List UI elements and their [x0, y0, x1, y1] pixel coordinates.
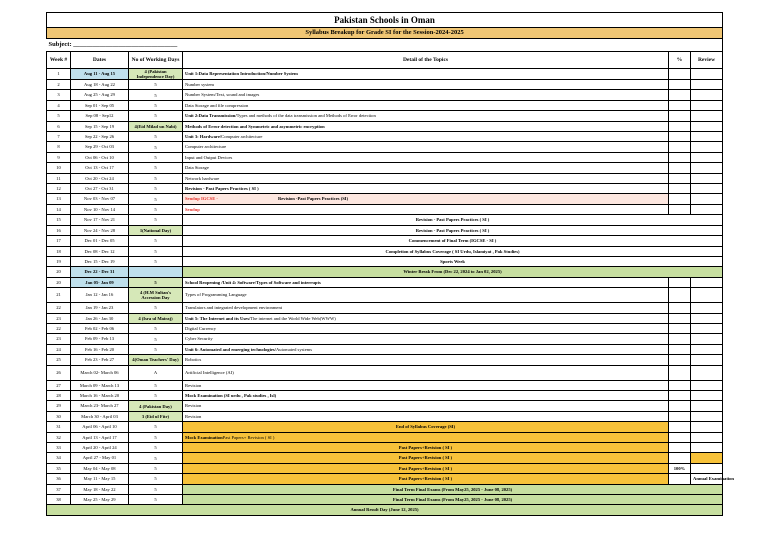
percent-cell [669, 194, 691, 204]
week-cell: 35 [47, 463, 71, 473]
col-dates: Dates [71, 52, 129, 69]
dates-cell: May 11 - May 15 [71, 474, 129, 484]
review-cell [691, 453, 723, 463]
working-days-cell: 5 [129, 380, 183, 390]
topic-cell: Data Storage and file compression [183, 100, 669, 110]
dates-cell: Jan 19 - Jan 23 [71, 303, 129, 313]
week-cell: 32 [47, 432, 71, 442]
percent-cell [669, 142, 691, 152]
working-days-cell: 5 [129, 303, 183, 313]
working-days-cell: 5 [129, 432, 183, 442]
table-row [47, 288, 723, 303]
topic-cell: Winter Break From (Dec 22, 2024 to Jan 02, 2025) [183, 267, 723, 277]
topic-heading: Unit 6: Automated and emerging technologies/ [185, 346, 276, 352]
working-days-cell: 5 [129, 422, 183, 432]
table-row [47, 390, 723, 400]
topic-detail: Automated systems [275, 346, 313, 352]
percent-cell [669, 313, 691, 323]
review-cell [691, 132, 723, 142]
working-days-cell [129, 267, 183, 277]
dates-cell: Jan 05- Jan 09 [71, 277, 129, 287]
dates-cell: Dec 15 - Dec 19 [71, 256, 129, 266]
review-cell [691, 323, 723, 333]
topic-cell: Past Papers+Revision ( SI ) [183, 463, 669, 473]
percent-cell [669, 90, 691, 100]
working-days-cell: 5 [129, 463, 183, 473]
week-cell: 18 [47, 246, 71, 256]
week-cell: 1 [47, 69, 71, 80]
review-cell [691, 380, 723, 390]
topic-cell: Number system [183, 80, 669, 90]
topic-heading: Unit 5: The Internet and its Uses/ [185, 315, 251, 321]
working-days-cell: 4 (Isra ul Mairaj) [129, 313, 183, 323]
percent-cell [669, 411, 691, 421]
working-days-cell: 4 (Pakistan Independence Day) [129, 69, 183, 80]
table-row [47, 432, 723, 442]
table-row [47, 184, 723, 194]
dates-cell: Sep 29 - Oct 03 [71, 142, 129, 152]
topic-cell: Computer architecture [183, 142, 669, 152]
dates-cell: April 20 - April 24 [71, 443, 129, 453]
dates-cell: Feb 09 - Feb 13 [71, 334, 129, 344]
dates-cell: Nov 10 - Nov 14 [71, 204, 129, 214]
week-cell: 23 [47, 334, 71, 344]
working-days-cell: 5 [129, 142, 183, 152]
percent-cell [669, 355, 691, 365]
dates-cell: Aug 25 - Aug 29 [71, 90, 129, 100]
table-row [47, 225, 723, 235]
topic-cell: Types of Programming Language [183, 288, 669, 303]
topic-cell: Sendup [183, 204, 669, 214]
working-days-cell: 3 (Eid ul Fitr) [129, 411, 183, 421]
working-days-cell: 5 [129, 163, 183, 173]
topic-cell: Methods of Error detection and Symmetric and asymmetric encryption [183, 121, 669, 131]
review-cell [691, 204, 723, 214]
working-days-cell: 5 [129, 453, 183, 463]
percent-cell [669, 380, 691, 390]
week-cell: 13 [47, 194, 71, 204]
dates-cell: Nov 03 - Nov 07 [71, 194, 129, 204]
week-cell: 25 [47, 355, 71, 365]
topic-cell: Revision - Past Papers Practices ( SI ) [183, 225, 723, 235]
percent-cell [669, 163, 691, 173]
review-cell [691, 313, 723, 323]
working-days-cell: 5 [129, 334, 183, 344]
topic-cell: Translators and integrated development environment [183, 303, 669, 313]
week-cell: 19 [47, 256, 71, 266]
review-cell [691, 69, 723, 80]
topic-cell [183, 132, 669, 142]
dates-cell: Dec 01 - Dec 05 [71, 236, 129, 246]
review-cell [691, 277, 723, 287]
dates-cell: April 27 - May 01 [71, 453, 129, 463]
topic-cell: Mock Examination (SI urdu , Pak studies , Isl) [183, 390, 669, 400]
table-row [47, 313, 723, 323]
working-days-cell: 4 (H.M Sultan's Accession Day [129, 288, 183, 303]
working-days-cell: 5 [129, 204, 183, 214]
working-days-cell: 5 [129, 194, 183, 204]
table-row [47, 277, 723, 287]
dates-cell: Dec 22 - Dec 31 [71, 267, 129, 277]
working-days-cell: 5 [129, 111, 183, 121]
week-cell: 31 [47, 422, 71, 432]
table-row [47, 69, 723, 80]
table-row [47, 204, 723, 214]
table-row [47, 453, 723, 463]
topic-cell: Revision [183, 380, 669, 390]
review-cell [691, 303, 723, 313]
topic-cell: Past Papers+Revision ( SI ) [183, 474, 669, 484]
working-days-cell: 5 [129, 390, 183, 400]
topic-cell: Artificial Intelligence (AI) [183, 365, 669, 380]
topic-heading: Sendup IGCSE - [185, 196, 218, 202]
topic-cell: Revision - Past Papers Practices ( SI ) [183, 184, 669, 194]
table-row [47, 121, 723, 131]
week-cell: 36 [47, 474, 71, 484]
percent-cell [669, 69, 691, 80]
dates-cell: May 18 - May 22 [71, 484, 129, 494]
week-cell: 20 [47, 277, 71, 287]
percent-cell [669, 100, 691, 110]
topic-cell: Network hardware [183, 173, 669, 183]
working-days-cell: 5 [129, 132, 183, 142]
topic-cell: School Reopening /Unit 4: Software/Types of Software and interrupts [183, 277, 669, 287]
dates-cell: Dec 08 - Dec 12 [71, 246, 129, 256]
table-row [47, 100, 723, 110]
percent-cell [669, 121, 691, 131]
review-cell [691, 365, 723, 380]
dates-cell: March 02- March 06 [71, 365, 129, 380]
working-days-cell: 5 [129, 152, 183, 162]
percent-cell [669, 204, 691, 214]
topic-cell [183, 111, 669, 121]
percent-cell [669, 173, 691, 183]
working-days-cell: 5 [129, 100, 183, 110]
dates-cell: Oct 20 - Oct 24 [71, 173, 129, 183]
working-days-cell: 5 [129, 80, 183, 90]
percent-cell [669, 132, 691, 142]
review-cell [691, 422, 723, 432]
review-cell [691, 184, 723, 194]
week-cell: 10 [47, 163, 71, 173]
col-review: Review [691, 52, 723, 69]
dates-cell: May 25 - May 29 [71, 495, 129, 505]
subject-field[interactable]: Subject: ________________________________ [47, 39, 723, 52]
percent-cell [669, 111, 691, 121]
week-cell: 21 [47, 288, 71, 303]
topic-detail: Computer architecture [221, 134, 263, 140]
dates-cell: Jan 12 - Jan 16 [71, 288, 129, 303]
review-cell [691, 121, 723, 131]
week-cell: 14 [47, 204, 71, 214]
week-cell: 24 [47, 344, 71, 354]
percent-cell: 100% [669, 463, 691, 473]
percent-cell [669, 344, 691, 354]
topic-cell: Past Papers+Revision ( SI ) [183, 443, 669, 453]
week-cell: 11 [47, 173, 71, 183]
percent-cell [669, 474, 691, 484]
percent-cell [669, 453, 691, 463]
week-cell: 29 [47, 401, 71, 411]
table-row [47, 411, 723, 421]
percent-cell [669, 334, 691, 344]
review-cell [691, 142, 723, 152]
working-days-cell: 4 (Pakistan Day) [129, 401, 183, 411]
working-days-cell: 5 [129, 443, 183, 453]
dates-cell: March 30 - April 03 [71, 411, 129, 421]
dates-cell: Feb 02 - Feb 06 [71, 323, 129, 333]
table-row [47, 443, 723, 453]
topic-detail: Past Papers+ Revision ( SI ) [222, 434, 275, 440]
percent-cell [669, 184, 691, 194]
dates-cell: Oct 27 - Oct 31 [71, 184, 129, 194]
week-cell: 34 [47, 453, 71, 463]
topic-cell: Revision [183, 411, 669, 421]
dates-cell: Jan 26 - Jan 30 [71, 313, 129, 323]
week-cell: 16 [47, 225, 71, 235]
dates-cell: Feb 16 - Feb 20 [71, 344, 129, 354]
percent-cell [669, 365, 691, 380]
dates-cell: Sep 15 - Sep 19 [71, 121, 129, 131]
week-cell: 3 [47, 90, 71, 100]
review-cell [691, 344, 723, 354]
topic-cell: Revision - Past Papers Practices ( SI ) [183, 215, 723, 225]
topic-cell: Robotics [183, 355, 669, 365]
topic-cell [183, 344, 669, 354]
dates-cell: Oct 13 - Oct 17 [71, 163, 129, 173]
review-cell [691, 411, 723, 421]
week-cell: 28 [47, 390, 71, 400]
working-days-cell: 5 [129, 323, 183, 333]
dates-cell: Sep 22 - Sep 26 [71, 132, 129, 142]
table-row [47, 236, 723, 246]
week-cell: 37 [47, 484, 71, 494]
syllabus-sheet [46, 12, 734, 516]
review-cell [691, 334, 723, 344]
topic-heading: Mock Examination [185, 434, 223, 440]
dates-cell: Oct 06 - Oct 10 [71, 152, 129, 162]
percent-cell [669, 401, 691, 411]
week-cell: 12 [47, 184, 71, 194]
table-row [47, 90, 723, 100]
working-days-cell: 5 [129, 256, 183, 266]
table-row [47, 344, 723, 354]
table-row [47, 380, 723, 390]
review-cell [691, 173, 723, 183]
working-days-cell: 5 [129, 184, 183, 194]
topic-cell [183, 432, 669, 442]
week-cell: 6 [47, 121, 71, 131]
table-row [47, 80, 723, 90]
week-cell: 27 [47, 380, 71, 390]
topic-cell [183, 194, 669, 204]
topic-cell: Final Term Final Exams (From May25, 2025 - June 08, 2025) [183, 495, 723, 505]
week-cell: 9 [47, 152, 71, 162]
review-cell [691, 463, 723, 473]
dates-cell: March 09 - March 13 [71, 380, 129, 390]
review-cell [691, 432, 723, 442]
topic-cell: Data Storage [183, 163, 669, 173]
table-row [47, 355, 723, 365]
sheet-title: Pakistan Schools in Oman [47, 13, 723, 28]
header-row [47, 52, 723, 69]
topic-cell: Cyber Security [183, 334, 669, 344]
working-days-cell: 5 [129, 474, 183, 484]
topic-cell: Sports Week [183, 256, 723, 266]
review-cell [691, 163, 723, 173]
percent-cell [669, 152, 691, 162]
week-cell: 23 [47, 313, 71, 323]
week-cell: 4 [47, 100, 71, 110]
percent-cell [669, 288, 691, 303]
table-row [47, 215, 723, 225]
dates-cell: May 04 - May 08 [71, 463, 129, 473]
week-cell: 2 [47, 80, 71, 90]
dates-cell: Sep 01 - Sep 05 [71, 100, 129, 110]
dates-cell: March 23- March 27 [71, 401, 129, 411]
working-days-cell: 5 [129, 236, 183, 246]
working-days-cell: 5 [129, 90, 183, 100]
topic-cell: Input and Output Devices [183, 152, 669, 162]
table-row [47, 142, 723, 152]
dates-cell: Aug 11 - Aug 15 [71, 69, 129, 80]
review-cell [691, 390, 723, 400]
topic-cell: Digital Currency [183, 323, 669, 333]
table-row [47, 303, 723, 313]
review-cell [691, 80, 723, 90]
percent-cell [669, 80, 691, 90]
working-days-cell: 5 [129, 495, 183, 505]
review-cell [691, 90, 723, 100]
percent-cell [669, 277, 691, 287]
week-cell: 38 [47, 495, 71, 505]
percent-cell [669, 432, 691, 442]
working-days-cell: 5 [129, 344, 183, 354]
table-row [47, 111, 723, 121]
percent-cell [669, 390, 691, 400]
sheet-subtitle: Syllabus Breakup for Grade SI for the Session-2024-2025 [47, 28, 723, 39]
col-detail: Detail of the Topics [183, 52, 669, 69]
dates-cell: April 06 - April 10 [71, 422, 129, 432]
topic-detail: Types and methods of the data transmission and Methods of Error detection [236, 113, 376, 119]
table-row [47, 163, 723, 173]
topic-cell: Completion of Syllabus Coverage ( SI Urdu, Islamiyat , Pak Studies) [183, 246, 723, 256]
percent-cell [669, 443, 691, 453]
topic-cell: Final Term Final Exams (From May25, 2025 - June 08, 2025) [183, 484, 723, 494]
topic-cell: Past Papers+Revision ( SI ) [183, 453, 669, 463]
week-cell: 33 [47, 443, 71, 453]
table-row [47, 401, 723, 411]
review-cell [691, 111, 723, 121]
review-cell [691, 443, 723, 453]
dates-cell: Sep 08 - Sep12 [71, 111, 129, 121]
review-cell [691, 152, 723, 162]
table-row [47, 365, 723, 380]
review-cell [691, 355, 723, 365]
working-days-cell: 5 [129, 215, 183, 225]
working-days-cell: 4(Oman Teachers' Day) [129, 355, 183, 365]
topic-cell [183, 313, 669, 323]
working-days-cell: 5 [129, 246, 183, 256]
col-days: No of Working Days [129, 52, 183, 69]
week-cell: 17 [47, 236, 71, 246]
week-cell: 22 [47, 323, 71, 333]
week-cell: 22 [47, 303, 71, 313]
topic-cell: Revision [183, 401, 669, 411]
topic-cell: Unit 1:Data Representation Introduction/Number System [183, 69, 669, 80]
table-row [47, 484, 723, 494]
working-days-cell: 5 [129, 173, 183, 183]
table-row [47, 173, 723, 183]
week-cell: 30 [47, 411, 71, 421]
week-cell: 15 [47, 215, 71, 225]
dates-cell: April 13 - April 17 [71, 432, 129, 442]
table-row [47, 152, 723, 162]
review-cell [691, 288, 723, 303]
col-percent: % [669, 52, 691, 69]
topic-heading: Unit 2:Data Transmission/ [185, 113, 237, 119]
percent-cell [669, 422, 691, 432]
week-cell: 5 [47, 111, 71, 121]
table-row [47, 132, 723, 142]
topic-cell: Commencement of Final Term (IGCSE - SI ) [183, 236, 723, 246]
working-days-cell: 4(Eid Milad un Nabi) [129, 121, 183, 131]
table-row [47, 323, 723, 333]
topic-heading: Unit 3: Hardware/ [185, 134, 222, 140]
topic-cell: Number System/Text, sound and images [183, 90, 669, 100]
table-row [47, 474, 723, 484]
working-days-cell: 5 [129, 277, 183, 287]
table-row [47, 422, 723, 432]
week-cell: 26 [47, 365, 71, 380]
working-days-cell: 1(National Day) [129, 225, 183, 235]
percent-cell [669, 323, 691, 333]
review-cell [691, 100, 723, 110]
review-cell [691, 401, 723, 411]
topic-detail: The internet and the World Wide Web(WWW) [250, 315, 336, 321]
topic-detail: Revision -Past Papers Practices (SI) [277, 196, 349, 202]
working-days-cell: A [129, 365, 183, 380]
percent-cell [669, 303, 691, 313]
week-cell: 20 [47, 267, 71, 277]
review-cell: Annual Examination [691, 474, 723, 484]
dates-cell: Feb 23 - Feb 27 [71, 355, 129, 365]
table-row [47, 267, 723, 277]
dates-cell: Nov 24 - Nov 28 [71, 225, 129, 235]
table-row [47, 256, 723, 266]
topic-cell: End of Syllabus Coverage (SI) [183, 422, 669, 432]
table-row [47, 334, 723, 344]
table-row [47, 495, 723, 505]
review-cell [691, 194, 723, 204]
syllabus-table [46, 12, 734, 516]
working-days-cell: 5 [129, 484, 183, 494]
table-row [47, 246, 723, 256]
week-cell: 7 [47, 132, 71, 142]
table-row [47, 463, 723, 473]
dates-cell: Aug 18 - Aug 22 [71, 80, 129, 90]
table-row [47, 194, 723, 204]
col-week: Week # [47, 52, 71, 69]
dates-cell: Nov 17 - Nov 21 [71, 215, 129, 225]
annual-result-row: Annual Result Day (June 12, 2025) [47, 505, 723, 515]
dates-cell: March 16 - March 20 [71, 390, 129, 400]
week-cell: 8 [47, 142, 71, 152]
